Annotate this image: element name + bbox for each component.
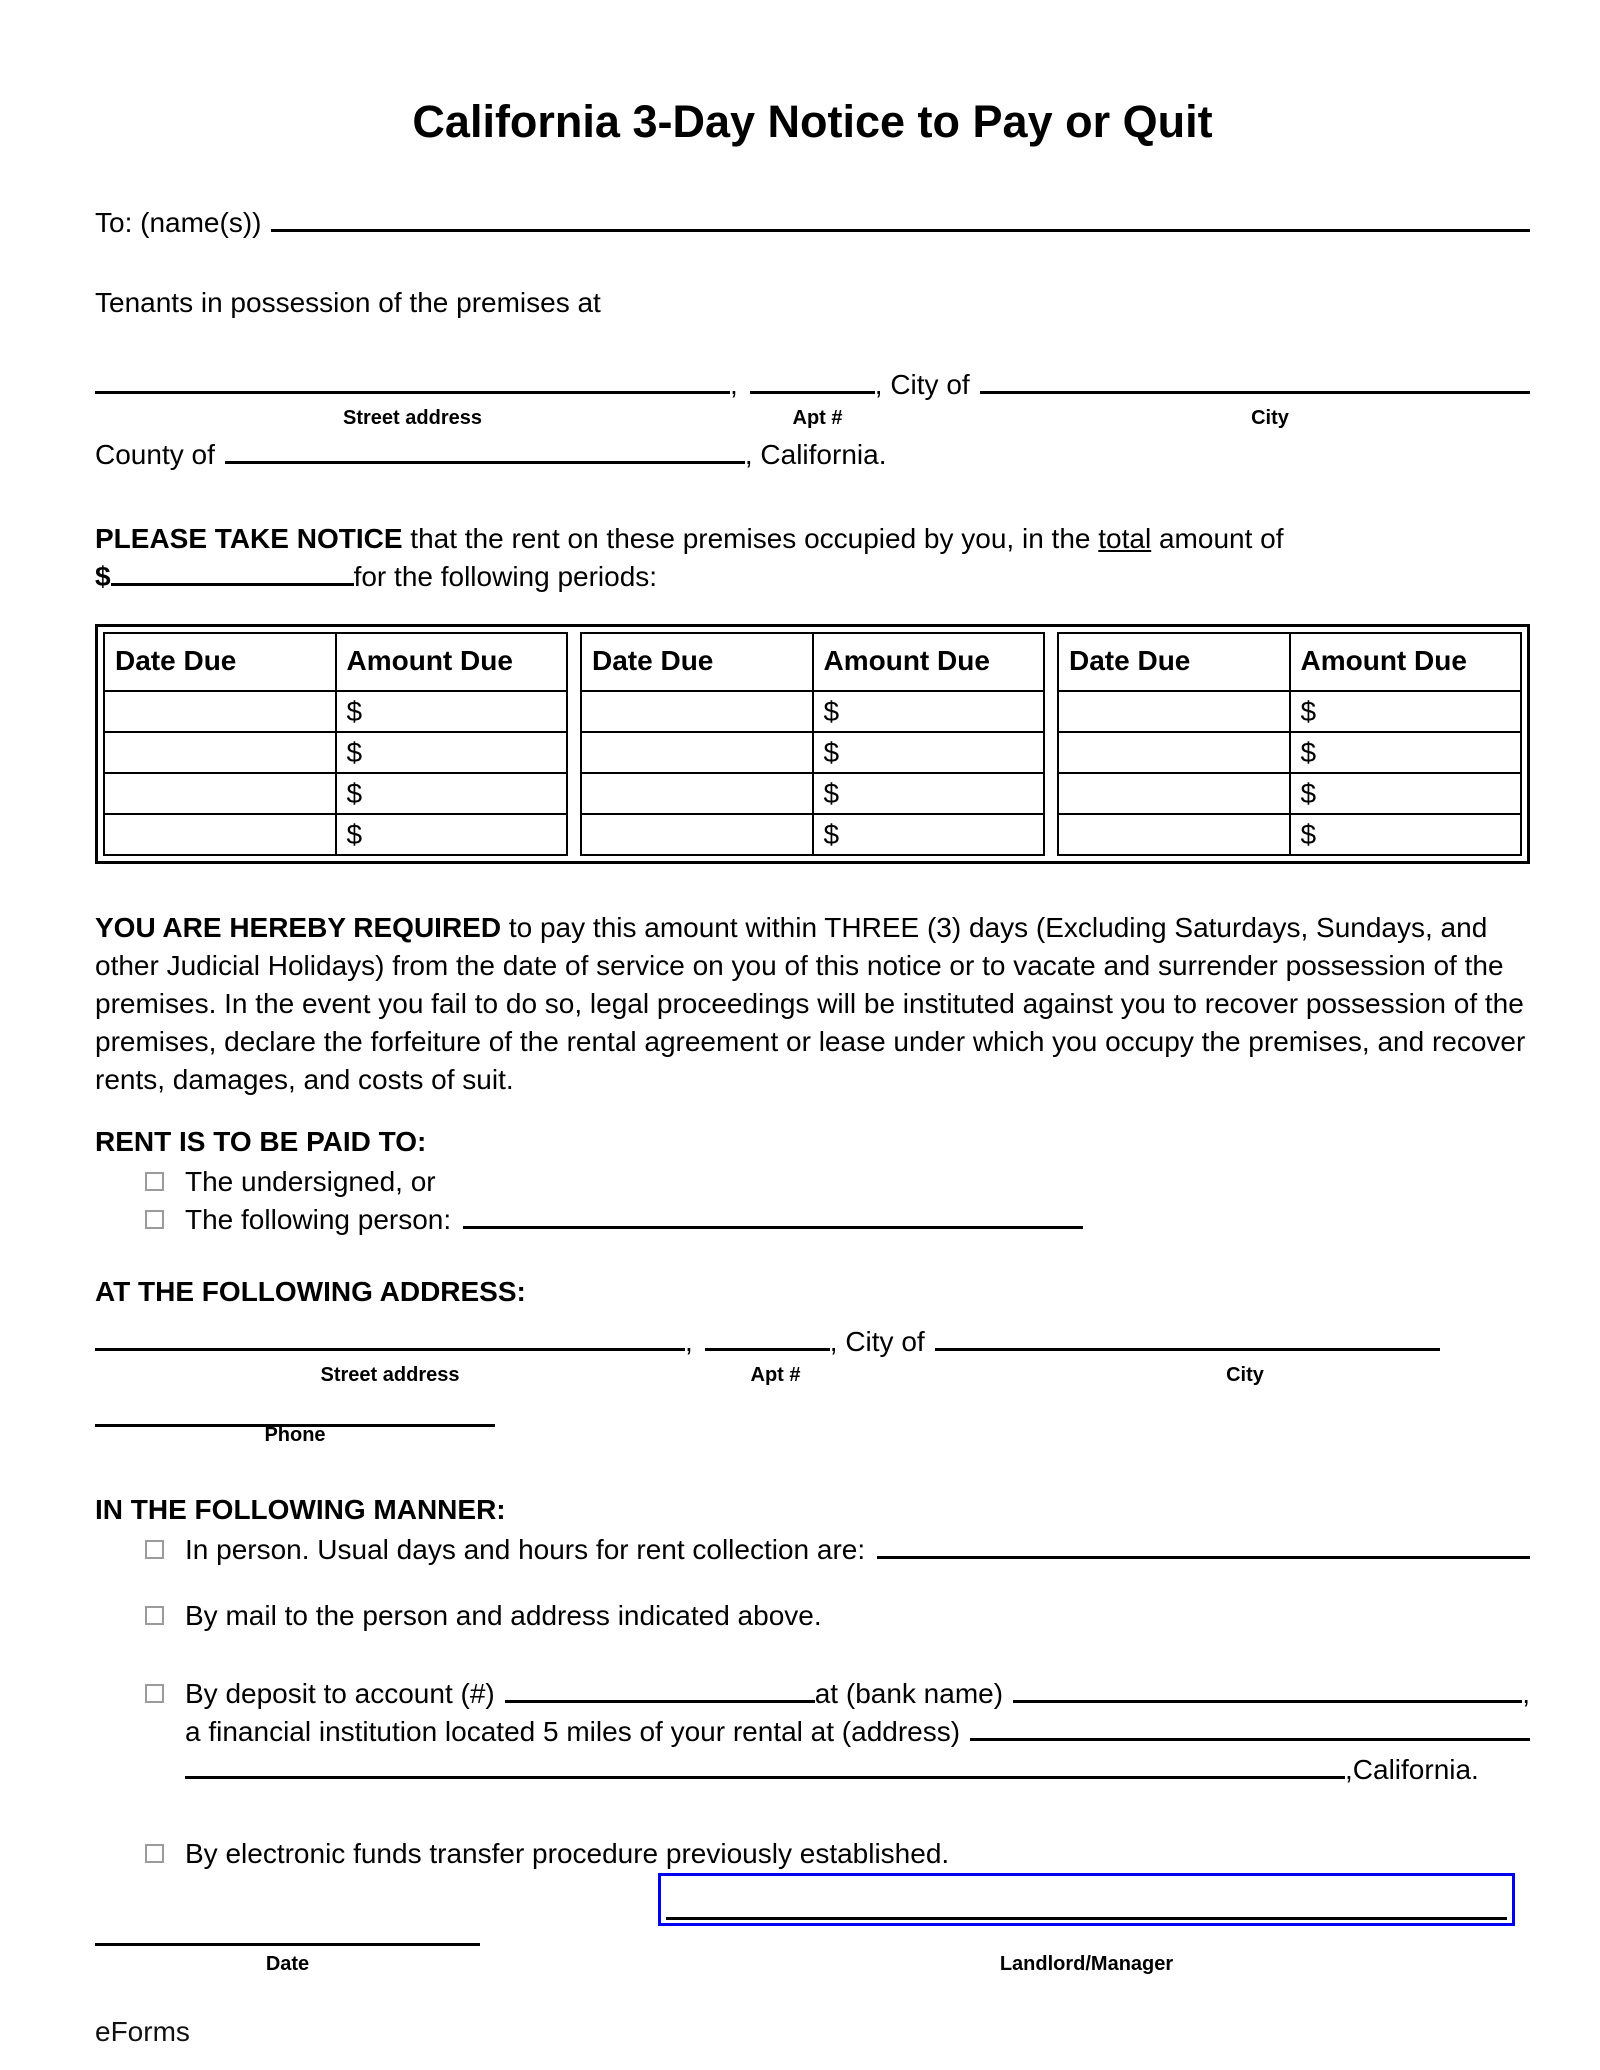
eforms-brand: eForms: [95, 2016, 190, 2047]
amount-due-cell: $: [813, 691, 1045, 732]
amount-due-cell: $: [336, 732, 568, 773]
notice-bold: PLEASE TAKE NOTICE: [95, 523, 403, 554]
payment-address-row: [95, 1323, 1530, 1361]
page-title: California 3-Day Notice to Pay or Quit: [412, 96, 1213, 147]
checkbox-undersigned[interactable]: [145, 1172, 164, 1191]
date-due-cell: [581, 814, 813, 855]
checkbox-following-person[interactable]: [145, 1210, 164, 1229]
amount-due-cell: $: [336, 814, 568, 855]
signature-row: [95, 1873, 1530, 1973]
date-label: Date: [265, 1953, 310, 1975]
rent-table-group-2: [580, 632, 1045, 856]
rent-table-group-3: [1057, 632, 1522, 856]
city-label: City: [1226, 1364, 1264, 1386]
date-due-cell: [1058, 773, 1290, 814]
comma-separator: ,: [685, 1326, 693, 1357]
rent-table: [95, 624, 1530, 864]
amount-due-cell: $: [1290, 773, 1522, 814]
payment-street-blank: [95, 1327, 685, 1351]
date-due-cell: [581, 773, 813, 814]
premises-city-blank: [980, 370, 1530, 394]
deposit-line-2: [185, 1713, 1530, 1751]
amount-due-header: Amount Due: [1290, 633, 1522, 691]
phone-row: [95, 1403, 1530, 1421]
checkbox-by-deposit[interactable]: [145, 1684, 164, 1703]
checkbox-electronic-transfer[interactable]: [145, 1844, 164, 1863]
amount-due-cell: $: [1290, 691, 1522, 732]
by-deposit-body: [185, 1675, 1530, 1789]
option-by-mail-row: [95, 1597, 1530, 1635]
comma-separator: ,: [730, 369, 738, 400]
apt-label: Apt #: [792, 407, 843, 429]
demand-text: to pay this amount within THREE (3) days (Excluding Saturdays, Sundays, and other Judicial Holidays) from the date of service on you of this notice or to vacate and surrender possession of the premises. In the event you fail to do so, legal proceedings will be instituted against you to recover possession of the premises, declare the forfeiture of the rental agreement or lease under which you occupy the premises, and recover rents, damages, and costs of suit.: [95, 912, 1526, 1095]
premises-apt-blank: [750, 370, 875, 394]
city-of-text: , City of: [874, 369, 970, 400]
date-due-cell: [1058, 814, 1290, 855]
city-of-text: , City of: [829, 1326, 925, 1357]
deposit-account-text: By deposit to account (#): [185, 1678, 495, 1709]
demand-bold: YOU ARE HEREBY REQUIRED: [95, 912, 502, 943]
date-due-header: Date Due: [1058, 633, 1290, 691]
date-due-cell: [104, 732, 336, 773]
bank-name-blank: [1013, 1679, 1522, 1703]
to-label: To: (name(s)): [95, 207, 262, 238]
premises-address-sublabels: [95, 404, 1530, 430]
date-due-cell: [1058, 732, 1290, 773]
deposit-line-3: [185, 1751, 1530, 1789]
amount-due-cell: $: [1290, 732, 1522, 773]
address-section-heading: AT THE FOLLOWING ADDRESS:: [95, 1276, 526, 1307]
apt-label: Apt #: [750, 1364, 801, 1386]
deposit-california-suffix: ,California.: [1345, 1754, 1479, 1785]
date-due-cell: [104, 773, 336, 814]
phone-sublabel-row: [95, 1421, 1530, 1447]
county-blank: [225, 440, 745, 464]
amount-due-cell: $: [813, 732, 1045, 773]
option-by-mail-label: By mail to the person and address indicated above.: [185, 1600, 822, 1631]
date-due-cell: [1058, 691, 1290, 732]
deposit-address-text: a financial institution located 5 miles of your rental at (address): [185, 1716, 961, 1747]
street-address-label: Street address: [320, 1364, 460, 1386]
notice-total-word: total: [1098, 523, 1152, 554]
amount-due-cell: $: [336, 773, 568, 814]
rental-address-blank-2: [185, 1755, 1345, 1779]
county-row: [95, 436, 1530, 474]
tenant-names-blank: [271, 208, 1530, 232]
option-electronic-label: By electronic funds transfer procedure previously established.: [185, 1838, 950, 1869]
notice-rest2: amount of: [1151, 523, 1284, 554]
premises-street-blank: [95, 370, 730, 394]
rental-address-blank: [970, 1717, 1530, 1741]
date-due-cell: [104, 814, 336, 855]
bank-name-text: at (bank name): [814, 1678, 1004, 1709]
landlord-manager-label: Landlord/Manager: [999, 1953, 1174, 1975]
option-electronic-row: [95, 1835, 1530, 1873]
amount-due-header: Amount Due: [813, 633, 1045, 691]
county-suffix: , California.: [744, 439, 887, 470]
signature-line: [666, 1917, 1507, 1920]
payment-address-sublabels: [95, 1361, 1530, 1387]
date-due-header: Date Due: [581, 633, 813, 691]
option-undersigned-label: The undersigned, or: [185, 1166, 436, 1197]
date-due-cell: [104, 691, 336, 732]
amount-due-cell: $: [813, 814, 1045, 855]
notice-rest1: that the rent on these premises occupied by you, in the: [402, 523, 1099, 554]
collection-hours-blank: [877, 1535, 1530, 1559]
dollar-sign: $: [95, 561, 111, 592]
amount-due-cell: $: [1290, 814, 1522, 855]
paid-to-heading: RENT IS TO BE PAID TO:: [95, 1126, 427, 1157]
date-blank: [95, 1943, 480, 1946]
checkbox-in-person[interactable]: [145, 1540, 164, 1559]
checkbox-by-mail[interactable]: [145, 1606, 164, 1625]
tenants-line: Tenants in possession of the premises at: [95, 287, 601, 318]
manner-heading: IN THE FOLLOWING MANNER:: [95, 1494, 506, 1525]
option-in-person-row: [95, 1531, 1530, 1569]
option-person-label: The following person:: [185, 1204, 452, 1235]
option-by-deposit-row: [95, 1675, 1530, 1789]
landlord-signature-field[interactable]: [658, 1873, 1515, 1926]
following-person-blank: [463, 1205, 1083, 1229]
option-undersigned-row: [95, 1163, 1530, 1201]
phone-label: Phone: [264, 1424, 326, 1446]
account-number-blank: [505, 1679, 815, 1703]
periods-text: for the following periods:: [353, 561, 658, 592]
amount-due-cell: $: [813, 773, 1045, 814]
street-address-label: Street address: [343, 407, 482, 429]
option-person-row: [95, 1201, 1530, 1239]
comma-separator: ,: [1522, 1678, 1530, 1709]
payment-apt-blank: [705, 1327, 830, 1351]
payment-city-blank: [935, 1327, 1440, 1351]
rent-table-group-1: [103, 632, 568, 856]
date-due-cell: [581, 691, 813, 732]
city-label: City: [1251, 407, 1289, 429]
option-in-person-label: In person. Usual days and hours for rent collection are:: [185, 1534, 866, 1565]
premises-address-row: [95, 366, 1530, 404]
to-row: [95, 204, 1530, 242]
deposit-line-1: [185, 1675, 1530, 1713]
date-due-header: Date Due: [104, 633, 336, 691]
total-amount-blank: [111, 562, 354, 586]
notice-paragraph: [95, 520, 1530, 558]
county-prefix: County of: [95, 439, 215, 470]
demand-paragraph: [95, 909, 1530, 1099]
amount-due-header: Amount Due: [336, 633, 568, 691]
amount-due-cell: $: [336, 691, 568, 732]
notice-amount-row: [95, 558, 1530, 596]
date-due-cell: [581, 732, 813, 773]
